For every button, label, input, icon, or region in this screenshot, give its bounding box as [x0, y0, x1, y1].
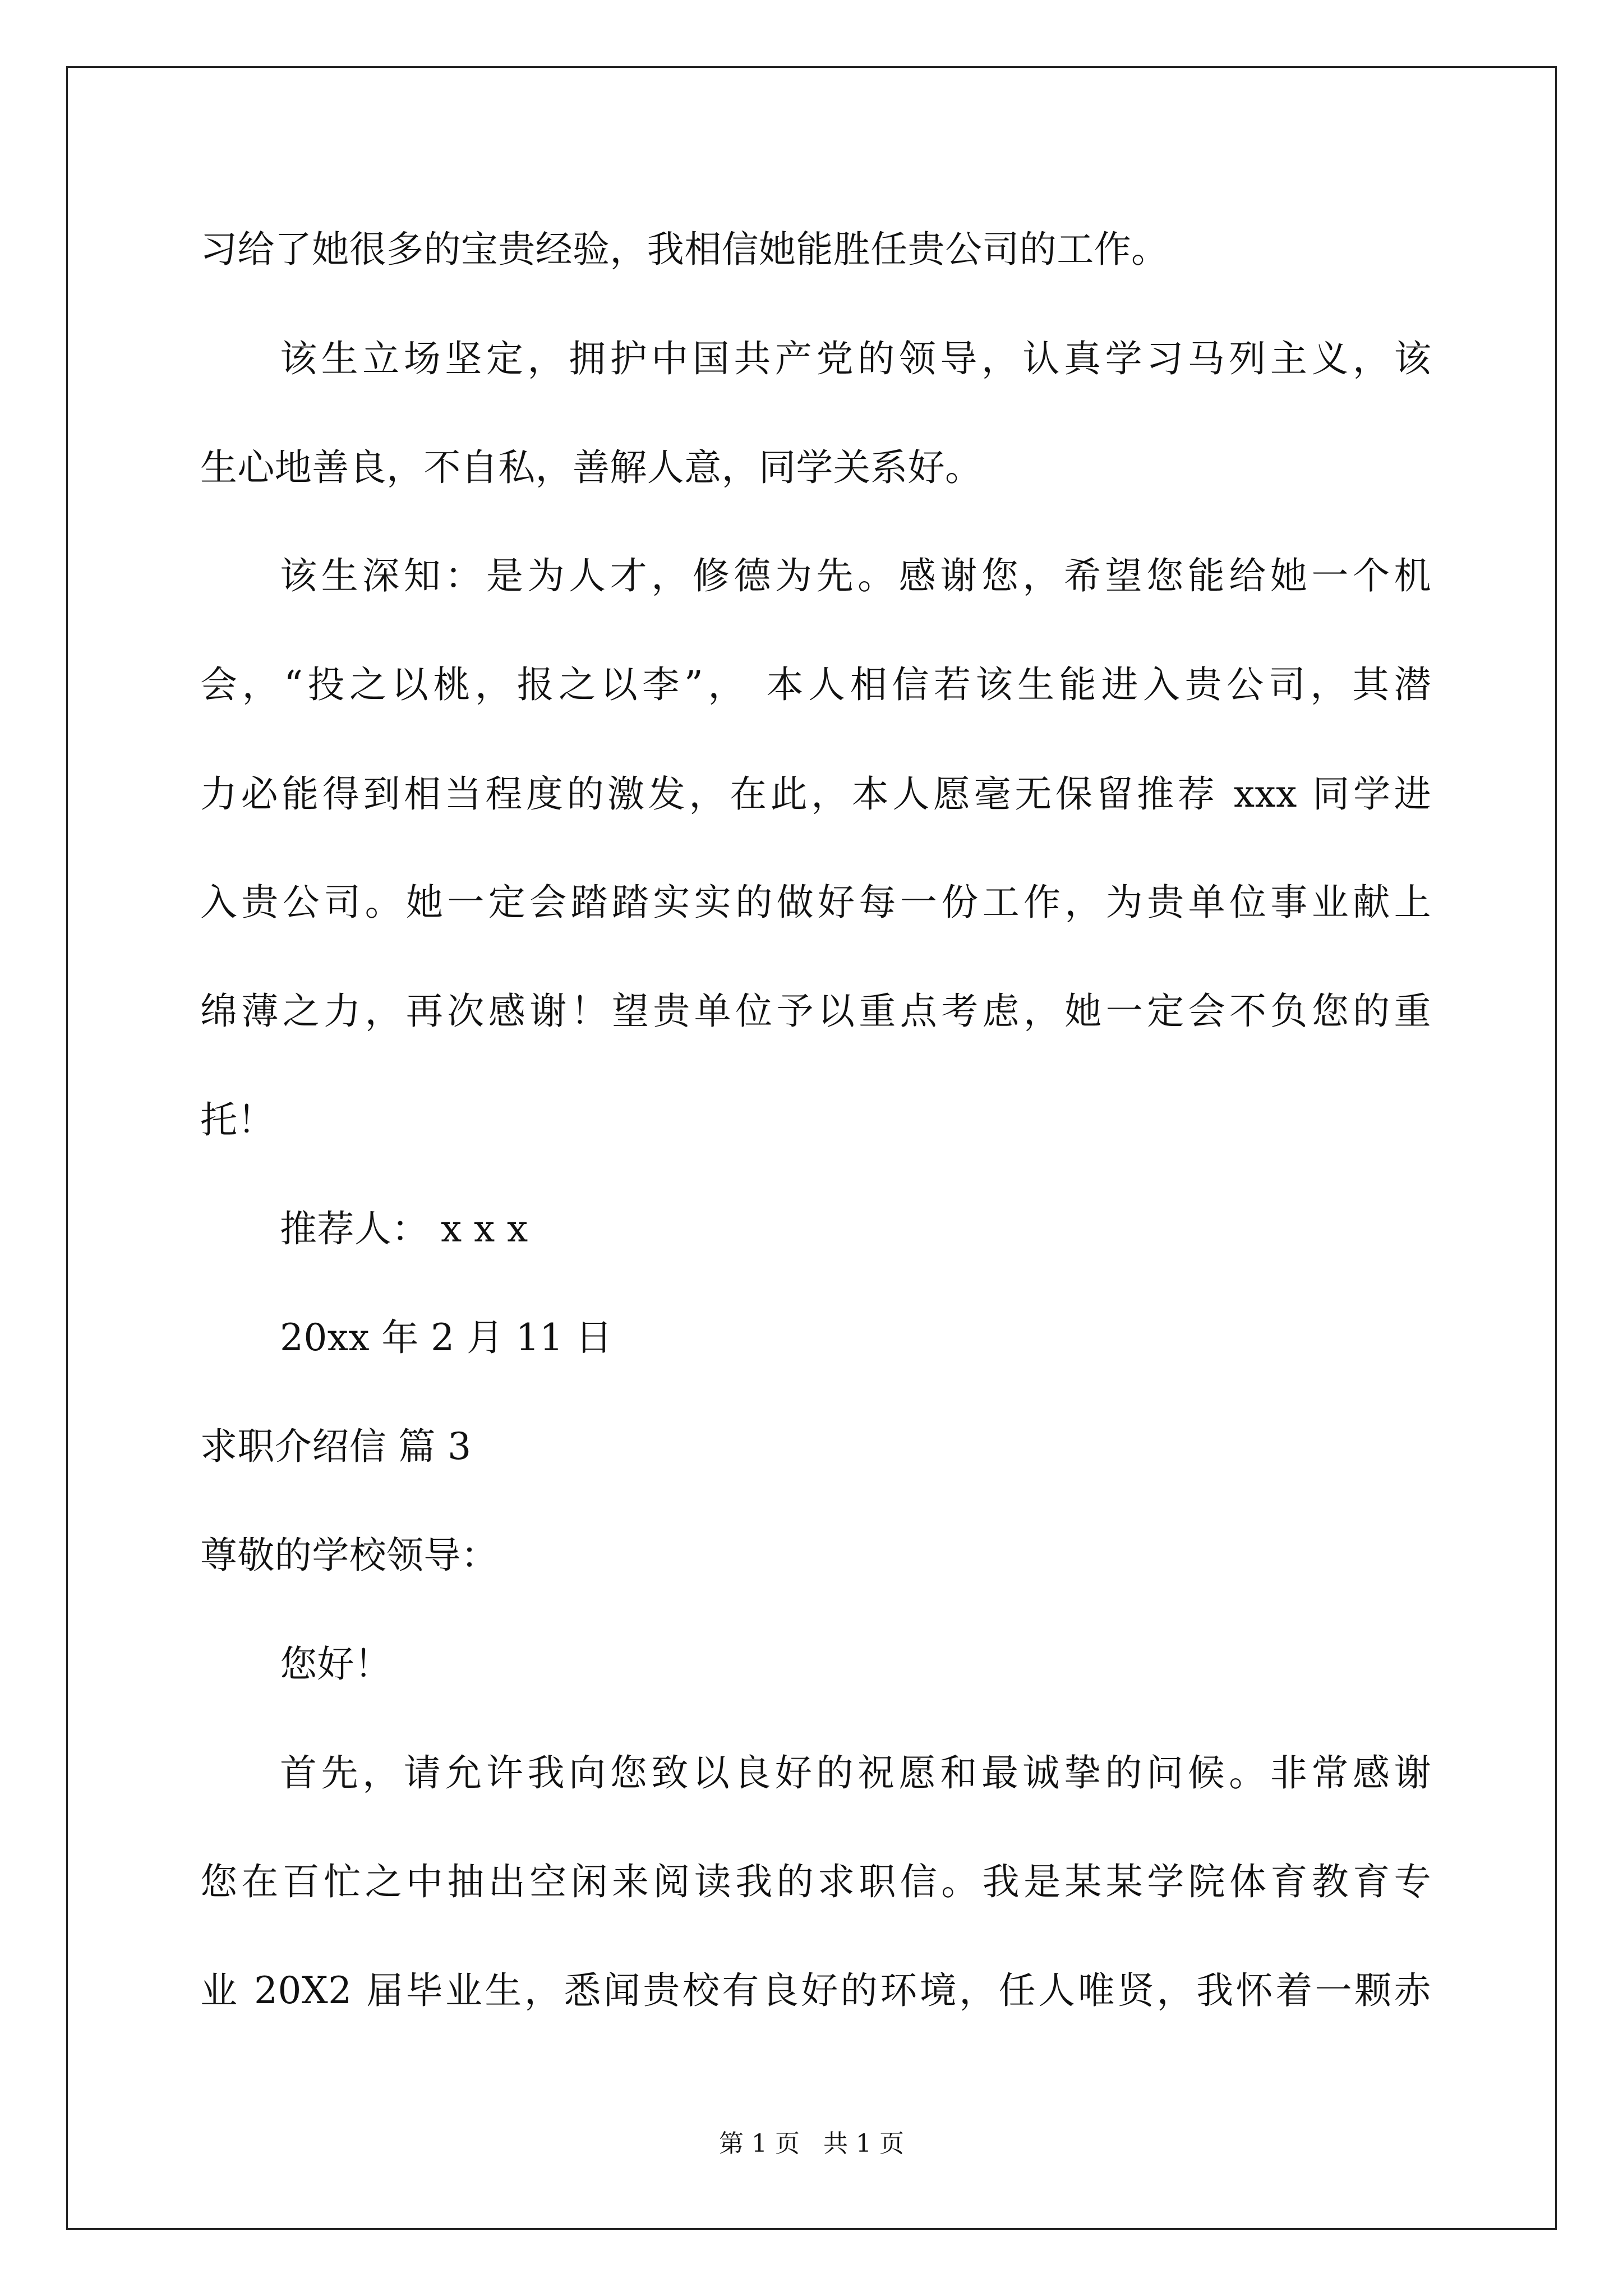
date-line: 20xx 年 2 月 11 日 — [280, 1316, 613, 1359]
text-line: 托！ — [200, 1098, 275, 1142]
text-line: 该生深知：是为人才，修德为先。感谢您，希望您能给她一个机 — [280, 554, 1431, 597]
text-line: 力必能得到相当程度的激发，在此，本人愿毫无保留推荐 xxx 同学进 — [200, 772, 1431, 816]
text-line: 业 20X2 届毕业生，悉闻贵校有良好的环境，任人唯贤，我怀着一颗赤 — [200, 1969, 1431, 2012]
text-line: 入贵公司。她一定会踏踏实实的做好每一份工作，为贵单位事业献上 — [200, 881, 1431, 924]
text-line: 您在百忙之中抽出空闲来阅读我的求职信。我是某某学院体育教育专 — [200, 1860, 1431, 1903]
page-footer: 第 1 页 共 1 页 — [719, 2129, 904, 2158]
page-border — [66, 66, 1557, 2230]
text-line: 首先，请允许我向您致以良好的祝愿和最诚挚的问候。非常感谢 — [280, 1751, 1431, 1795]
text-line: 该生立场坚定，拥护中国共产党的领导，认真学习马列主义，该 — [280, 337, 1431, 380]
salutation: 尊敬的学校领导： — [200, 1534, 499, 1577]
text-line: 会，“投之以桃，报之以李”， 本人相信若该生能进入贵公司，其潜 — [200, 663, 1431, 706]
section-heading: 求职介绍信 篇 3 — [200, 1425, 472, 1468]
greeting: 您好！ — [280, 1642, 392, 1686]
text-line: 生心地善良，不自私，善解人意，同学关系好。 — [200, 446, 983, 489]
signature-line: 推荐人： x x x — [280, 1207, 528, 1250]
text-line: 绵薄之力，再次感谢！望贵单位予以重点考虑，她一定会不负您的重 — [200, 990, 1431, 1033]
text-line: 习给了她很多的宝贵经验，我相信她能胜任贵公司的工作。 — [200, 228, 1169, 271]
